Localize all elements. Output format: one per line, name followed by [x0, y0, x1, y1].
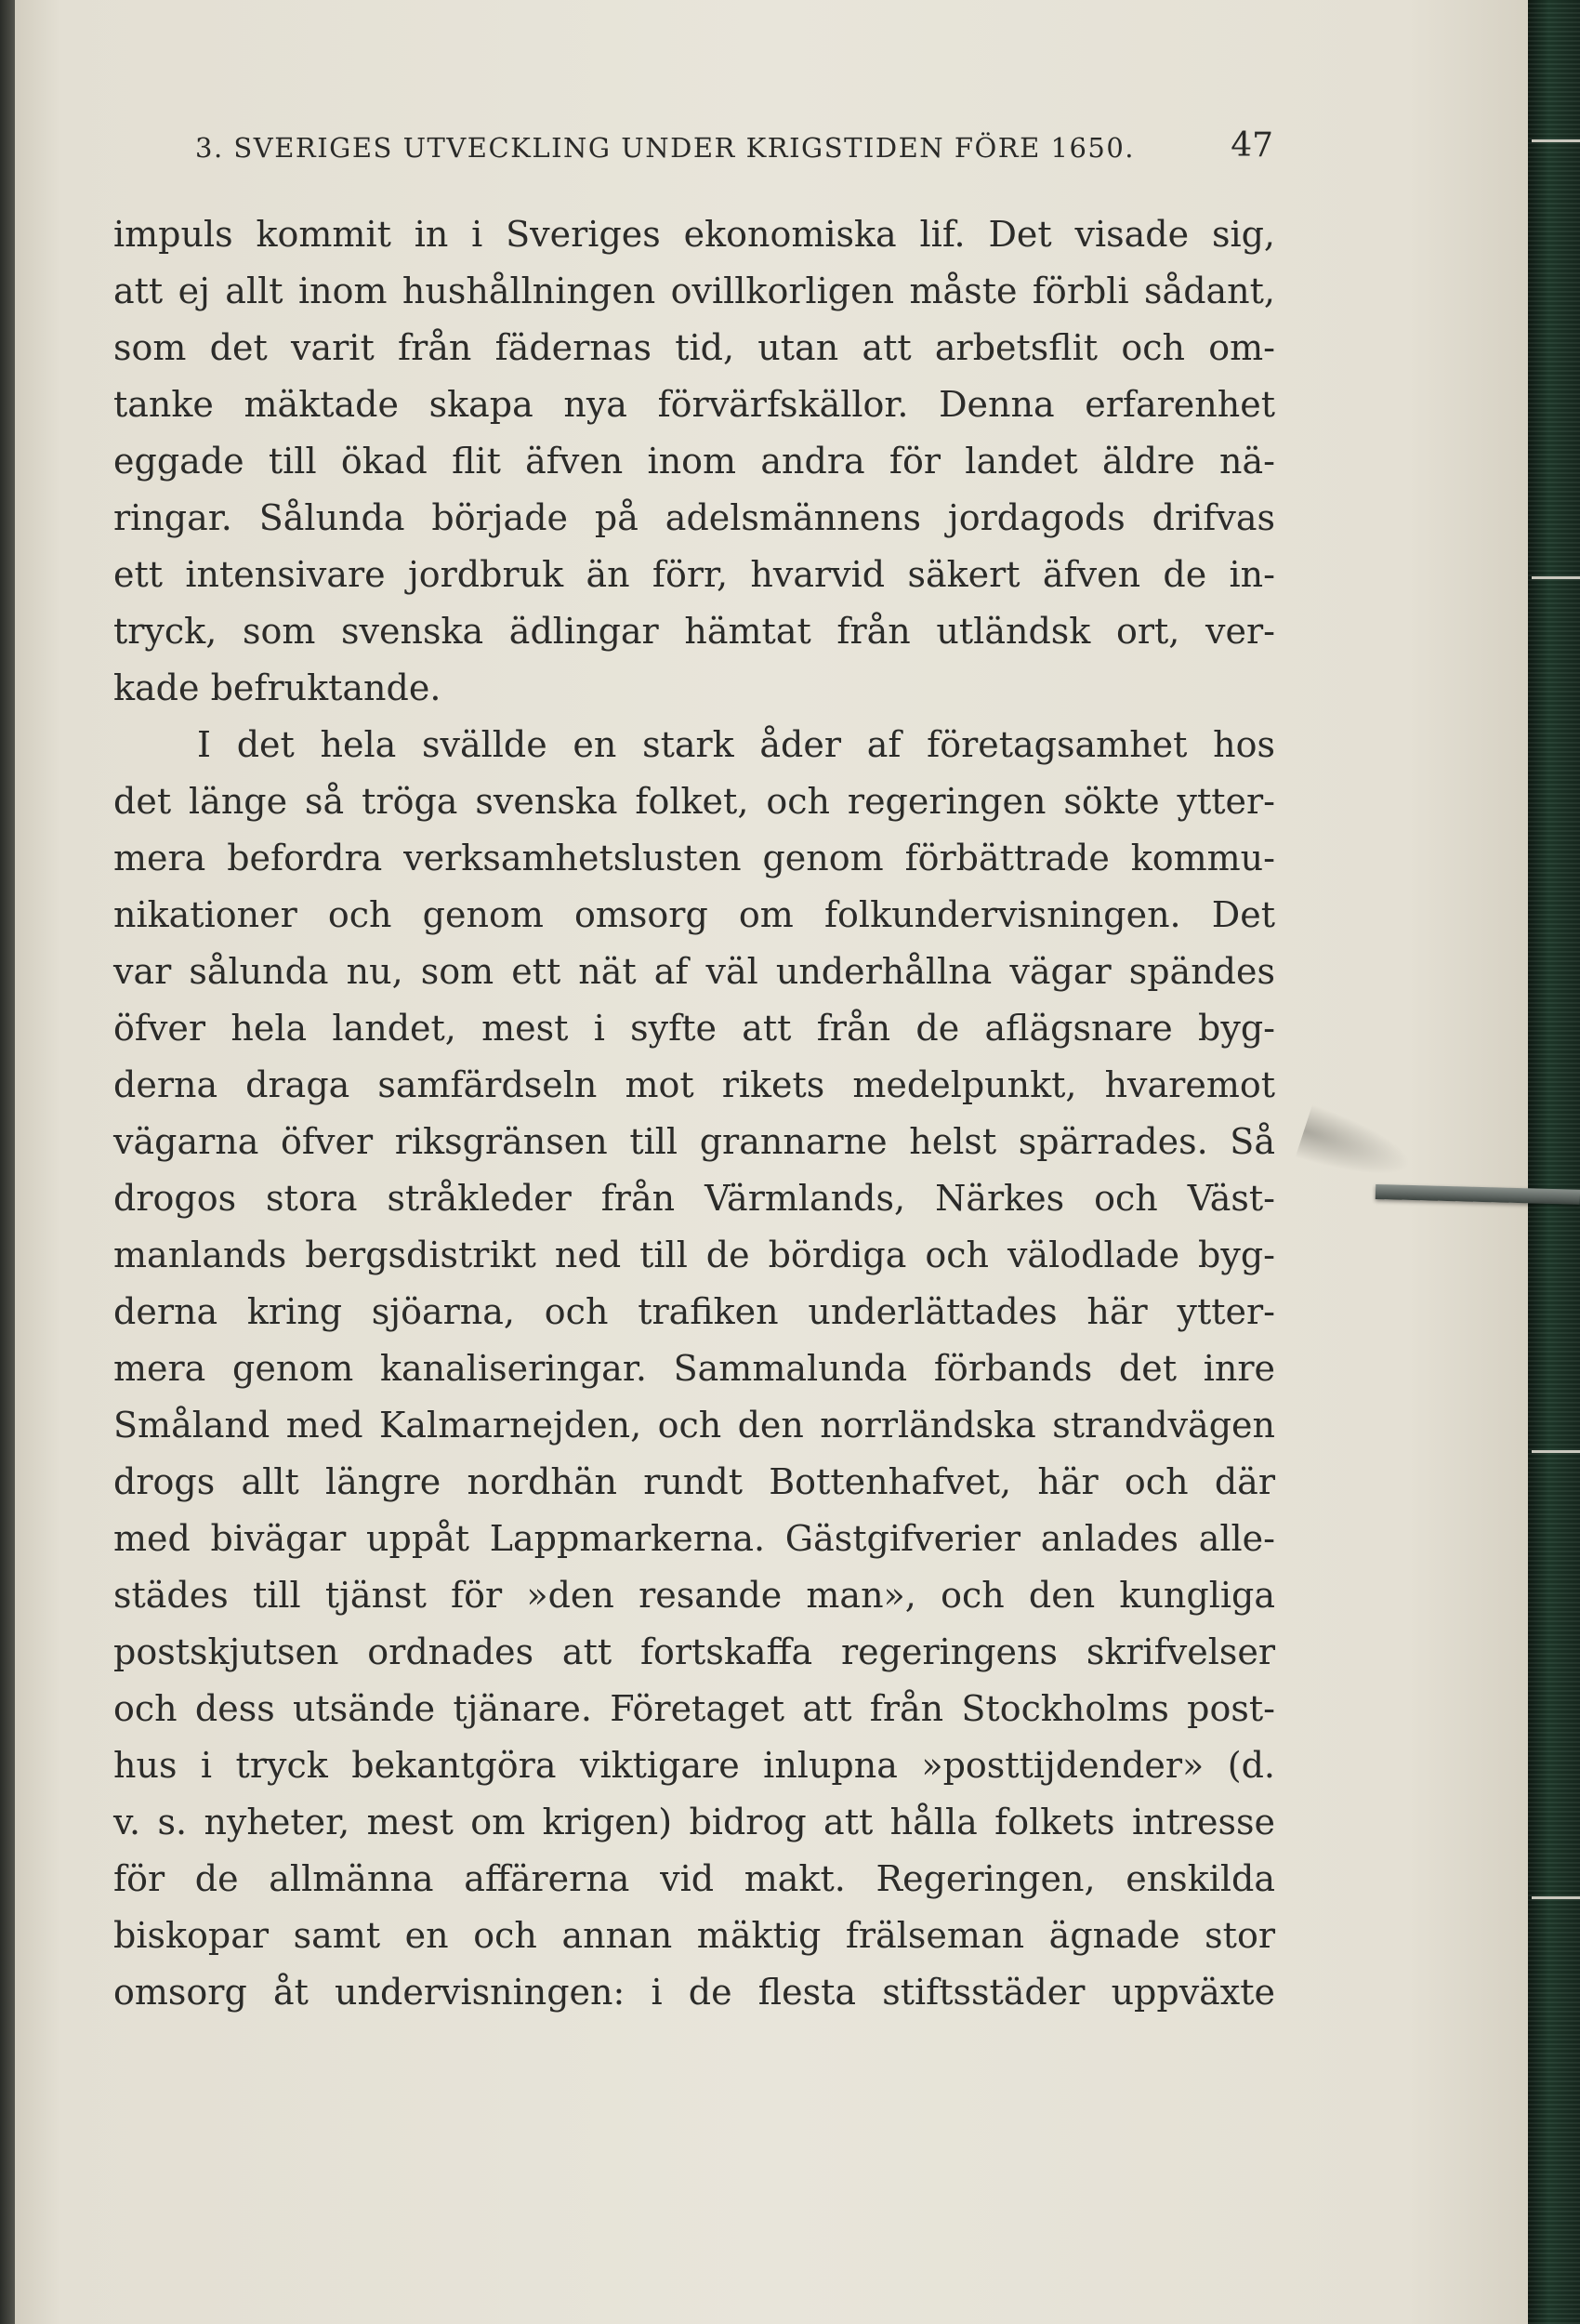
text-line: eggade till ökad flit äfven inom andra för landet äldre nä- — [113, 441, 1275, 482]
text-line: mera genom kanaliseringar. Sammalunda förbands det inre — [113, 1348, 1275, 1389]
text-line: var sålunda nu, som ett nät af väl underhållna vägar spändes — [113, 951, 1275, 992]
text-line: kade befruktande. — [113, 667, 441, 708]
running-header — [195, 126, 1273, 178]
text-line: hus i tryck bekantgöra viktigare inlupna »posttijdender» (d. — [113, 1745, 1275, 1786]
section-title: 3. SVERIGES UTVECKLING UNDER KRIGSTIDEN FÖRE 1650. — [195, 132, 1136, 164]
text-line: impuls kommit in i Sveriges ekonomiska lif. Det visade sig, — [113, 214, 1275, 255]
text-line: tanke mäktade skapa nya förvärfskällor. Denna erfarenhet — [113, 384, 1275, 425]
cover-rule — [1532, 1450, 1580, 1453]
book-cover-edge — [1528, 0, 1580, 2324]
text-line: manlands bergsdistrikt ned till de bördiga och välodlade byg- — [113, 1235, 1275, 1275]
text-line: biskopar samt en och annan mäktig frälseman ägnade stor — [113, 1915, 1275, 1956]
text-line: ett intensivare jordbruk än förr, hvarvid säkert äfven de in- — [113, 554, 1275, 595]
text-line: för de allmänna affärerna vid makt. Regeringen, enskilda — [113, 1858, 1275, 1899]
page-number: 47 — [1231, 126, 1273, 165]
text-line: med bivägar uppåt Lappmarkerna. Gästgifverier anlades alle- — [113, 1518, 1275, 1559]
text-line: att ej allt inom hushållningen ovillkorligen måste förbli sådant, — [113, 271, 1275, 311]
text-line: Småland med Kalmarnejden, och den norrländska strandvägen — [113, 1405, 1275, 1446]
text-line: I det hela svällde en stark åder af företagsamhet hos — [197, 724, 1275, 765]
text-line: ringar. Sålunda började på adelsmännens jordagods drifvas — [113, 497, 1275, 538]
text-line: derna kring sjöarna, och trafiken underlättades här ytter- — [113, 1291, 1275, 1332]
text-line: tryck, som svenska ädlingar hämtat från utländsk ort, ver- — [113, 611, 1275, 652]
cover-rule — [1532, 1896, 1580, 1899]
text-line: derna draga samfärdseln mot rikets medelpunkt, hvaremot — [113, 1064, 1275, 1105]
text-line: öfver hela landet, mest i syfte att från de aflägsnare byg- — [113, 1008, 1275, 1049]
text-line: nikationer och genom omsorg om folkundervisningen. Det — [113, 894, 1275, 935]
text-line: och dess utsände tjänare. Företaget att från Stockholms post- — [113, 1688, 1275, 1729]
text-line: omsorg åt undervisningen: i de flesta stiftsstäder uppväxte — [113, 1972, 1275, 2013]
text-line: drogos stora stråkleder från Värmlands, Närkes och Väst- — [113, 1178, 1275, 1219]
text-line: städes till tjänst för »den resande man», och den kungliga — [113, 1575, 1275, 1616]
text-line: v. s. nyheter, mest om krigen) bidrog att hålla folkets intresse — [113, 1802, 1275, 1842]
text-line: postskjutsen ordnades att fortskaffa regeringens skrifvelser — [113, 1631, 1275, 1672]
cover-rule — [1532, 139, 1580, 142]
cover-rule — [1532, 576, 1580, 579]
text-line: drogs allt längre nordhän rundt Bottenhafvet, här och där — [113, 1461, 1275, 1502]
text-line: som det varit från fädernas tid, utan att arbetsflit och om- — [113, 327, 1275, 368]
text-line: mera befordra verksamhetslusten genom förbättrade kommu- — [113, 838, 1275, 878]
text-line: vägarna öfver riksgränsen till grannarne helst spärrades. Så — [113, 1121, 1275, 1162]
text-line: det länge så tröga svenska folket, och regeringen sökte ytter- — [113, 781, 1275, 822]
body-text — [113, 206, 1275, 2021]
